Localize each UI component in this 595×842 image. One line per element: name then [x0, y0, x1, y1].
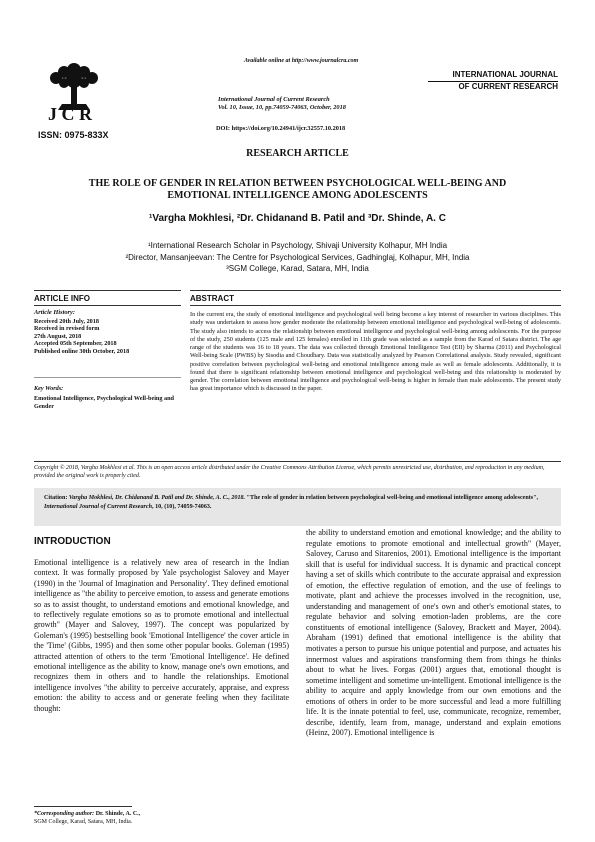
journal-masthead — [428, 70, 558, 92]
available-online-link[interactable]: Available online at http://www.journalcra.com — [244, 58, 359, 64]
journal-citation-block — [218, 96, 346, 112]
corr-affiliation: SGM College, Karad, Satara, MH, India. — [34, 819, 133, 825]
authors: ¹Vargha Mokhlesi, ²Dr. Chidanand B. Patil and ³Dr. Shinde, A. C — [149, 213, 446, 224]
volume-line: Vol. 10, Issue, 10, pp.74059-74063, October, 2018 — [218, 104, 346, 111]
article-type: RESEARCH ARTICLE — [246, 148, 349, 159]
affiliation-1: ¹International Research Scholar in Psychology, Shivaji University Kolhapur, MH India — [147, 241, 448, 250]
keywords-block — [34, 385, 181, 411]
affiliation-2: ²Director, Mansanjeevan: The Centre for Psychological Services, Gadhinglaj, Kolhapur, MH, India — [125, 252, 470, 262]
citation-text — [44, 494, 554, 511]
divider — [34, 290, 181, 291]
citation-authors: Vargha Mokhlesi, Dr. Chidanand B. Patil and Dr. Shinde, A. C., 2018. — [67, 495, 246, 501]
citation-rest: , 10, (10), 74059-74063. — [152, 503, 212, 510]
corr-name: Dr. Shinde, A. C., — [94, 811, 141, 817]
keywords-label: Key Words: — [34, 385, 64, 392]
divider — [34, 461, 561, 462]
citation-label: Citation: — [44, 495, 68, 501]
divider — [190, 305, 561, 306]
tree-logo-icon — [38, 60, 110, 122]
title-line-2: EMOTIONAL INTELLIGENCE AMONG ADOLESCENTS — [167, 190, 428, 201]
accepted-date: Accepted 05th September, 2018 — [34, 340, 117, 347]
received-date: Received 20th July, 2018 — [34, 317, 99, 325]
masthead-line-1: INTERNATIONAL JOURNAL — [428, 70, 558, 82]
affiliations — [0, 240, 595, 275]
divider — [34, 305, 181, 306]
title-line-1: THE ROLE OF GENDER IN RELATION BETWEEN PSYCHOLOGICAL WELL-BEING AND — [88, 178, 507, 189]
article-title — [40, 178, 555, 202]
copyright-notice: Copyright © 2018, Vargha Mokhlesi et al. This is an open access article distributed under the Creative Commons Attribution License, which permits unrestricted use, distribution, and reproduction in any medium, provided the original work is properly cited. — [34, 465, 545, 479]
published-date: Published online 30th October, 2018 — [34, 347, 130, 355]
abstract-text: In the current era, the study of emotional intelligence and psychological well being become a key interest of researcher in various disciplines. This study was undertaken to assess how gender moderate the relationship between emotional intelligence and psychological well-being of adolescents. The study also intends to access the relationship between emotional intelligence and psychological well-being among adolescents. For the purpose of the study, 250 students (125 male and 125 females) enrolled in 11th grade was selected as a sample from the Karad of Satara district. The age range of the students was 16 to 18 years. The data was collected through Emotional Intelligence Test (EII) by Sharma (2011) and Psychological Well-being Scale (PWBS) by Sisodia and Choudhary. Data was statistically analyzed by Pearson Correlational analysis. Study revealed, significant positive correlation between psychological well-being and emotional intelligence among male as well as female adolescents. Additionally, it is found that there is significant relationship between emotional intelligence and psychological well-being and this relationship is moderated by gender. The correlation between emotional intelligence and psychological well-being is higher in female than male adolescents. The present study has great importance which is discussed in the paper. — [190, 311, 561, 393]
revised-date: 27th August, 2018 — [34, 332, 82, 340]
affiliation-3: ³SGM College, Karad, Satara, MH, India — [226, 264, 369, 273]
footnote-divider — [34, 806, 132, 807]
doi-link[interactable]: DOI: https://doi.org/10.24941/ijcr.32557.10.2018 — [216, 125, 346, 132]
svg-text:J C R: J C R — [48, 104, 92, 122]
article-history — [34, 309, 181, 355]
citation-title: "The role of gender in relation between psychological well-being and emotional intelligence among adolescents", — [245, 495, 539, 501]
corresponding-author — [34, 810, 289, 826]
body-column-2: the ability to understand emotion and emotional knowledge; and the ability to regulate emotions to promote emotional and intellectual growth" (Mayer, Salovey, Caruso and Sitarenios, 2001). Emotional intelligence is the important skill that is useful for individual success. It is dynamic and practical concept having a set of skills which contribute to the accurate appraisal and expression of emotion, the effective regulation of emotion, and the use of feelings to motivate, plant and achieve the processes involved in the recognition, use, understanding and management of one's own and other's emotional states, to regulate behavior and solving emotion-laden problems, are the core constituents of emotional intelligence (Salovey, Brackett and Mayer, 2004). Abraham (1991) defined that emotional intelligence is the ability that motivates a person to pursue his unique potential and purpose, and actuates his innermost values and aspirations transforming them from things he thinks about to what he lives. Forgas (2001) argues that, emotional thought is sometime intelligent and sometime un-intelligent. Emotional intelligence is the ability to acquire and apply knowledge from our own emotions and the emotions of others in order to be more successful and lead a more fulfilling life. It is the innate potential to feel, use, communicate, recognize, remember, describe, identify, learn from, manage, understand and explain emotions (Heinz, 2007). Emotional intelligence is — [306, 528, 561, 738]
article-info-heading: ARTICLE INFO — [34, 294, 90, 303]
issn: ISSN: 0975-833X — [38, 130, 109, 140]
journal-name: International Journal of Current Research — [218, 96, 330, 103]
divider — [34, 377, 181, 378]
revised-label: Received in revised form — [34, 325, 100, 332]
introduction-heading: INTRODUCTION — [34, 536, 111, 547]
keywords: Emotional Intelligence, Psychological Well-being and Gender — [34, 395, 174, 410]
divider — [190, 290, 561, 291]
history-label: Article History: — [34, 309, 76, 316]
citation-journal: International Journal of Current Research — [44, 503, 153, 510]
abstract-heading: ABSTRACT — [190, 294, 234, 303]
corr-label: *Corresponding author: — [34, 811, 95, 817]
body-column-1: Emotional intelligence is a relatively new area of research in the Indian context. It was formally proposed by Yale psychologist Salovey and Mayer (1990) in the 'Journal of Imagination and Personality'. They defined emotional intelligence as "the ability to perceive emotion, to assess and generate emotions so as to assist thought, to understand emotions and emotional knowledge, and to reflectively regulate emotions so as to promote emotional and intellectual growth" (Mayer and Salovey, 1997). The concept was popularized by Goleman's (1995) bestselling book 'Emotional Intelligence' the cover article in the 'Time' (Gibbs, 1995) and then some other popular books. Goleman (1995) attracted attention of others to the term 'Emotional Intelligence'. He defined emotional intelligence as the ability to know, manage one's own emotions, and recognizes them in others and to handle the relationships. Emotional intelligence involves "the ability to perceive accurately, appraise, and express emotion: the ability to access and or generate feeling when they facilitate thought: — [34, 558, 289, 713]
masthead-line-2: OF CURRENT RESEARCH — [458, 82, 558, 91]
